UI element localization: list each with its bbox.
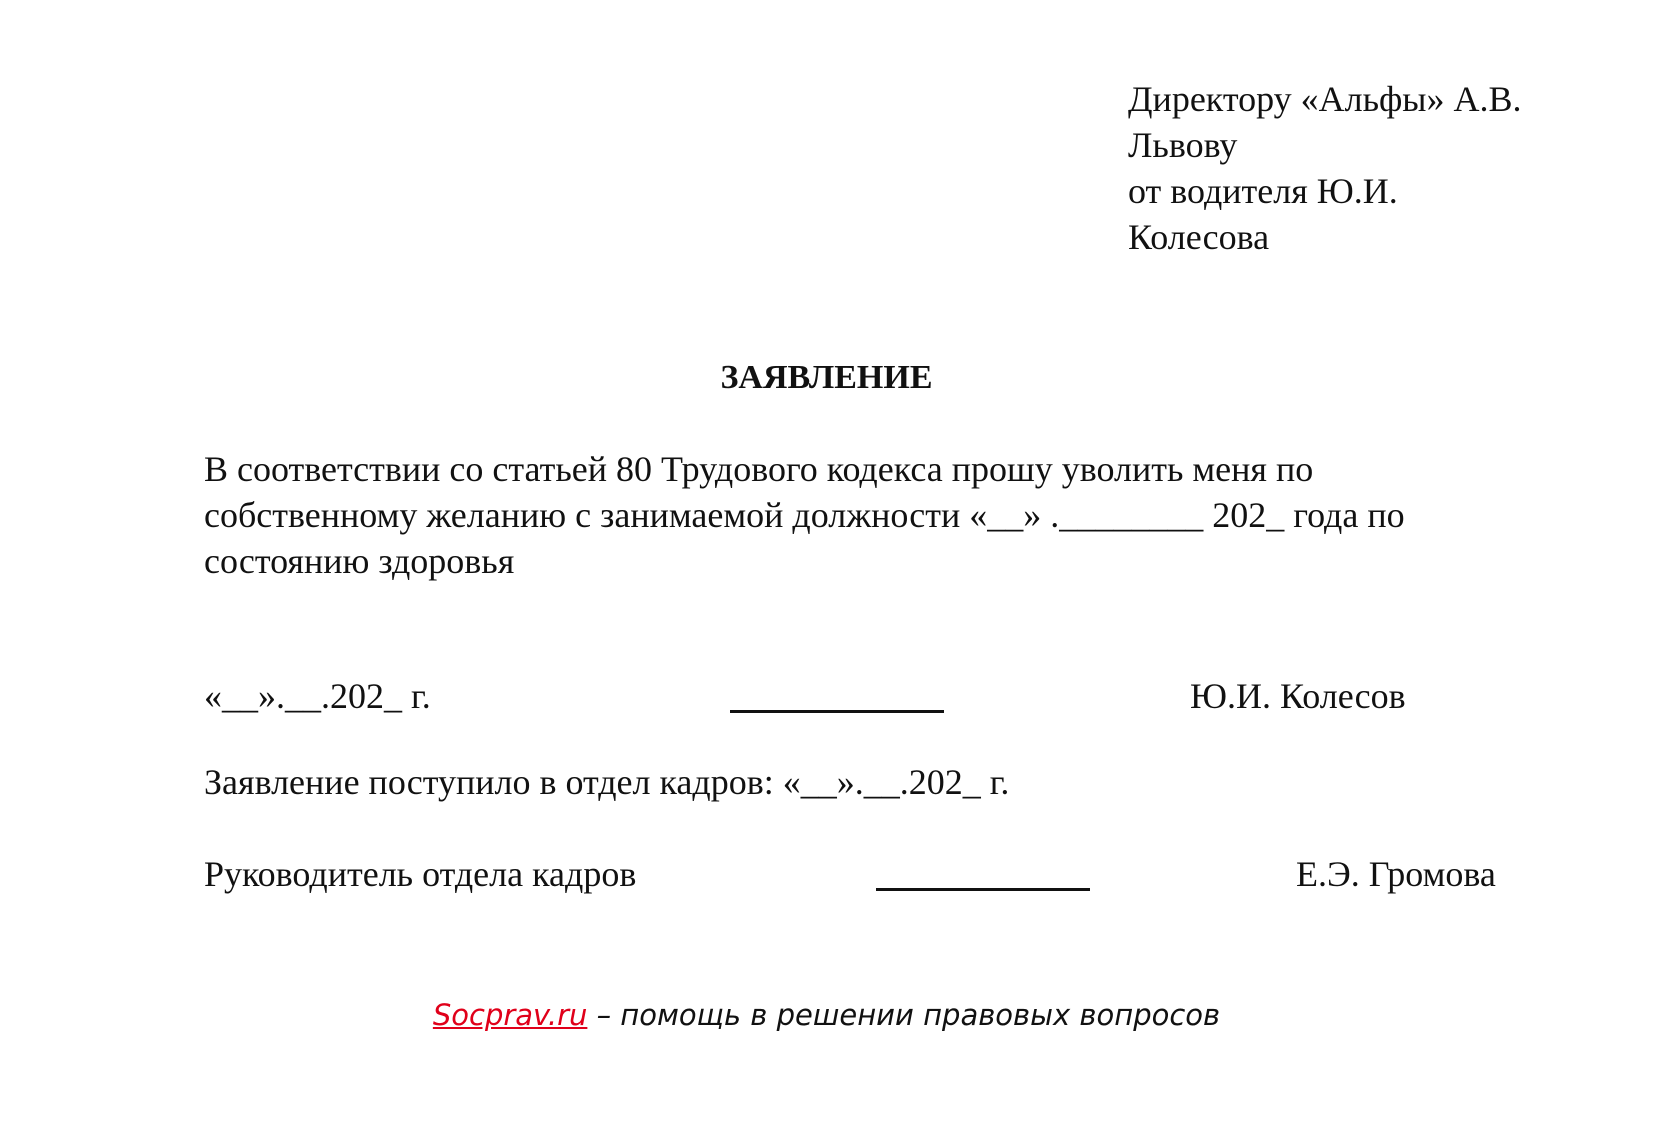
applicant-date: «__».__.202_ г. bbox=[204, 676, 431, 716]
hr-name: Е.Э. Громова bbox=[1296, 854, 1496, 894]
statement-line-2: собственному желанию с занимаемой должности «__» .________ 202_ года по bbox=[204, 495, 1405, 535]
addressee-block bbox=[1128, 76, 1598, 260]
received-note: Заявление поступило в отдел кадров: «__».__.202_ г. bbox=[204, 762, 1010, 802]
hr-position: Руководитель отдела кадров bbox=[204, 854, 637, 894]
addressee-line-3: от водителя Ю.И. bbox=[1128, 171, 1398, 211]
document-title: ЗАЯВЛЕНИЕ bbox=[720, 359, 933, 396]
site-link[interactable]: Socprav.ru bbox=[432, 998, 588, 1032]
footer-watermark bbox=[0, 995, 1653, 1035]
applicant-signature-line bbox=[730, 710, 944, 713]
applicant-name: Ю.И. Колесов bbox=[1190, 676, 1406, 716]
addressee-line-2: Львову bbox=[1128, 125, 1238, 165]
statement-body bbox=[204, 446, 1584, 584]
footer-tagline: – помощь в решении правовых вопросов bbox=[587, 998, 1221, 1032]
addressee-line-4: Колесова bbox=[1128, 217, 1270, 257]
statement-line-1: В соответствии со статьей 80 Трудового кодекса прошу уволить меня по bbox=[204, 449, 1314, 489]
hr-signature-line bbox=[876, 888, 1090, 891]
addressee-line-1: Директору «Альфы» А.В. bbox=[1128, 79, 1522, 119]
statement-line-3: состоянию здоровья bbox=[204, 541, 515, 581]
